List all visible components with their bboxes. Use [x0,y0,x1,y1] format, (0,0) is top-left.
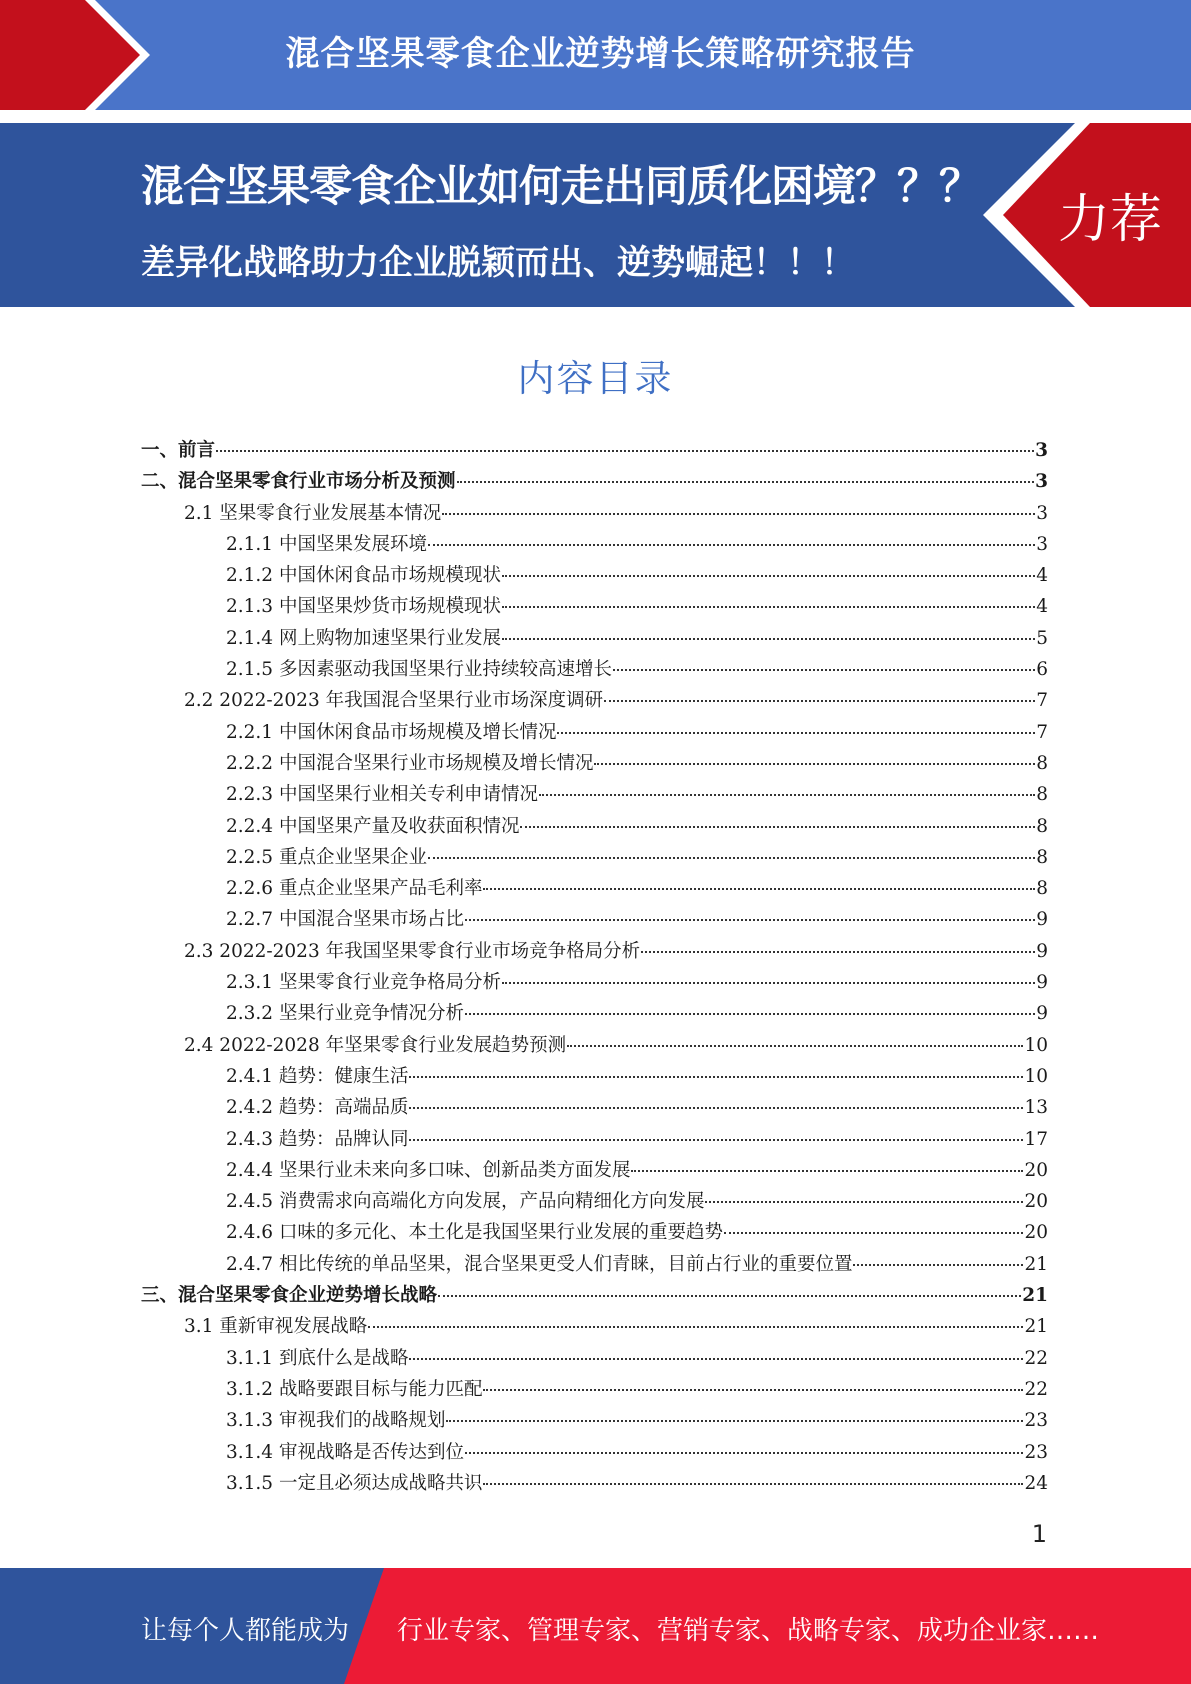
toc-entry-label: 2.1.2 中国休闲食品市场规模现状 [226,565,501,587]
toc-leader-dots [641,951,1035,953]
toc-entry-page: 10 [1024,1065,1048,1087]
toc-leader-dots [446,1420,1023,1422]
toc-entry-label: 3.1.2 战略要跟目标与能力匹配 [226,1378,483,1400]
toc-entry-page: 22 [1024,1378,1048,1400]
toc-leader-dots [368,1326,1023,1328]
toc-entry-page: 3 [1036,533,1048,555]
toc-leader-dots [483,1483,1023,1485]
toc-entry[interactable] [141,1031,1048,1062]
toc-entry-label: 2.4.6 口味的多元化、本土化是我国坚果行业发展的重要趋势 [226,1222,723,1244]
toc-entry[interactable] [141,905,1048,936]
toc-entry[interactable] [141,1156,1048,1187]
toc-entry[interactable] [141,530,1048,561]
toc-entry[interactable] [141,592,1048,623]
page-number: 1 [1031,1520,1047,1548]
toc-entry-label: 2.3.1 坚果零食行业竞争格局分析 [226,972,501,994]
toc-entry[interactable] [141,1250,1048,1281]
toc-leader-dots [594,763,1035,765]
toc-entry-page: 17 [1024,1128,1048,1150]
toc-entry[interactable] [141,718,1048,749]
toc-leader-dots [853,1264,1023,1266]
toc-entry-label: 2.2.7 中国混合坚果市场占比 [226,909,464,931]
toc-entry[interactable] [141,1469,1048,1500]
toc-entry-label: 2.4.2 趋势：高端品质 [226,1097,409,1119]
toc-entry[interactable] [141,1187,1048,1218]
toc-entry[interactable] [141,1375,1048,1406]
toc-entry-label: 2.2.5 重点企业坚果企业 [226,846,427,868]
toc-entry-page: 6 [1036,659,1048,681]
toc-entry-label: 3.1 重新审视发展战略 [184,1316,368,1338]
toc-entry[interactable] [141,968,1048,999]
toc-entry[interactable] [141,1125,1048,1156]
toc-entry[interactable] [141,1312,1048,1343]
toc-entry-page: 3 [1035,440,1048,461]
toc-leader-dots [520,826,1035,828]
toc-entry[interactable] [141,874,1048,905]
toc-leader-dots [438,1295,1021,1297]
toc-entry-label: 2.1.5 多因素驱动我国坚果行业持续较高速增长 [226,659,612,681]
toc-leader-dots [502,638,1035,640]
toc-entry-label: 2.4.5 消费需求向高端化方向发展，产品向精细化方向发展 [226,1191,705,1213]
toc-entry-label: 2.3.2 坚果行业竞争情况分析 [226,1003,464,1025]
toc-leader-dots [631,1170,1023,1172]
toc-leader-dots [465,1452,1023,1454]
toc-leader-dots [502,606,1035,608]
toc-entry[interactable] [141,1218,1048,1249]
toc-entry-page: 9 [1036,1003,1048,1025]
toc-entry-label: 3.1.5 一定且必须达成战略共识 [226,1472,483,1494]
toc-entry-label: 一、前言 [141,440,216,461]
toc-entry[interactable] [141,1062,1048,1093]
toc-entry-page: 8 [1036,815,1048,837]
toc-entry-page: 20 [1024,1191,1048,1213]
toc-entry-page: 7 [1036,690,1048,712]
banner-subheadline: 差异化战略助力企业脱颖而出、逆势崛起！！！ [141,243,855,283]
toc-entry[interactable] [141,1344,1048,1375]
toc-entry-label: 三、混合坚果零食企业逆势增长战略 [141,1285,438,1307]
toc-entry-label: 2.2.6 重点企业坚果产品毛利率 [226,878,483,900]
toc-entry[interactable] [141,1438,1048,1469]
toc-entry-page: 23 [1024,1441,1048,1463]
toc-entry[interactable] [141,843,1048,874]
toc-leader-dots [502,982,1035,984]
toc-leader-dots [724,1232,1023,1234]
toc-leader-dots [457,481,1035,483]
toc-entry[interactable] [141,655,1048,686]
toc-leader-dots [483,888,1035,890]
toc-entry[interactable] [141,812,1048,843]
toc-entry-label: 2.2.1 中国休闲食品市场规模及增长情况 [226,721,557,743]
toc-entry-page: 9 [1036,972,1048,994]
toc-leader-dots [409,1139,1023,1141]
toc-entry-label: 2.1.4 网上购物加速坚果行业发展 [226,627,501,649]
toc-entry-label: 2.1.1 中国坚果发展环境 [226,533,427,555]
report-header-bar [0,0,1191,110]
toc-entry-page: 24 [1024,1472,1048,1494]
toc-entry-page: 21 [1022,1285,1048,1307]
toc-entry-label: 3.1.4 审视战略是否传达到位 [226,1441,464,1463]
toc-entry-page: 4 [1036,596,1048,618]
toc-entry-page: 8 [1036,878,1048,900]
toc-entry[interactable] [141,499,1048,530]
toc-entry-label: 2.2 2022-2023 年我国混合坚果行业市场深度调研 [184,690,604,712]
toc-entry-page: 8 [1036,784,1048,806]
toc-entry-page: 20 [1024,1222,1048,1244]
toc-leader-dots [409,1076,1023,1078]
report-title: 混合坚果零食企业逆势增长策略研究报告 [285,34,916,74]
toc-entry-page: 9 [1036,940,1048,962]
toc-entry-label: 2.4.4 坚果行业未来向多口味、创新品类方面发展 [226,1159,631,1181]
toc-leader-dots [613,669,1035,671]
toc-entry-page: 7 [1036,721,1048,743]
toc-entry-page: 20 [1024,1159,1048,1181]
toc-leader-dots [557,732,1035,734]
toc-entry-page: 3 [1036,502,1048,524]
toc-entry-page: 21 [1024,1316,1048,1338]
toc-leader-dots [428,857,1035,859]
toc-entry[interactable] [141,624,1048,655]
toc-entry-page: 3 [1035,471,1048,493]
toc-entry-page: 8 [1036,846,1048,868]
toc-entry-label: 2.4.1 趋势：健康生活 [226,1065,409,1087]
toc-leader-dots [465,919,1035,921]
toc-leader-dots [567,1045,1023,1047]
toc-title: 内容目录 [517,357,674,400]
toc-entry[interactable] [141,1406,1048,1437]
toc-entry-label: 3.1.3 审视我们的战略规划 [226,1410,446,1432]
toc-leader-dots [483,1389,1023,1391]
toc-entry[interactable] [141,999,1048,1030]
toc-entry-page: 5 [1036,627,1048,649]
toc-entry-page: 13 [1024,1097,1048,1119]
toc-leader-dots [465,1013,1035,1015]
toc-entry-label: 2.4.7 相比传统的单品坚果，混合坚果更受人们青睐，目前占行业的重要位置 [226,1253,853,1275]
toc-entry[interactable] [141,780,1048,811]
toc-entry-label: 2.4.3 趋势：品牌认同 [226,1128,409,1150]
toc-entry[interactable] [141,937,1048,968]
toc-leader-dots [502,575,1035,577]
toc-entry-page: 22 [1024,1347,1048,1369]
toc-entry-label: 2.2.2 中国混合坚果行业市场规模及增长情况 [226,752,594,774]
toc-entry-page: 4 [1036,565,1048,587]
toc-entry-page: 9 [1036,909,1048,931]
toc-leader-dots [216,450,1034,452]
toc-entry[interactable] [141,1281,1048,1312]
toc-leader-dots [604,700,1035,702]
toc-entry-page: 10 [1024,1034,1048,1056]
toc-entry-page: 21 [1024,1253,1048,1275]
toc-entry-label: 2.2.3 中国坚果行业相关专利申请情况 [226,784,538,806]
toc-entry[interactable] [141,436,1048,467]
toc-entry-label: 2.3 2022-2023 年我国坚果零食行业市场竞争格局分析 [184,940,641,962]
toc-leader-dots [539,794,1035,796]
toc-entry-label: 2.4 2022-2028 年坚果零食行业发展趋势预测 [184,1034,567,1056]
toc-entry[interactable] [141,467,1048,498]
toc-entry-label: 2.1 坚果零食行业发展基本情况 [184,502,442,524]
toc-entry-label: 2.2.4 中国坚果产量及收获面积情况 [226,815,520,837]
banner-headline: 混合坚果零食企业如何走出同质化困境？？？ [141,162,981,212]
toc-leader-dots [705,1201,1023,1203]
toc-entry[interactable] [141,561,1048,592]
toc-entry-label: 3.1.1 到底什么是战略 [226,1347,409,1369]
toc-leader-dots [409,1107,1023,1109]
toc-entry-page: 8 [1036,752,1048,774]
footer-slogan-left: 让每个人都能成为 [141,1616,350,1646]
table-of-contents [141,436,1048,1500]
toc-leader-dots [409,1358,1023,1360]
toc-entry-label: 二、混合坚果零食行业市场分析及预测 [141,471,456,493]
toc-leader-dots [428,544,1035,546]
toc-entry[interactable] [141,749,1048,780]
toc-leader-dots [442,513,1035,515]
recommend-badge: 力荐 [1058,190,1163,250]
toc-entry[interactable] [141,1093,1048,1124]
toc-entry-page: 23 [1024,1410,1048,1432]
toc-entry-label: 2.1.3 中国坚果炒货市场规模现状 [226,596,501,618]
footer-banner [0,1568,1191,1684]
headline-banner [0,123,1191,307]
toc-entry[interactable] [141,686,1048,717]
footer-slogan-right: 行业专家、管理专家、营销专家、战略专家、成功企业家…… [397,1616,1100,1646]
